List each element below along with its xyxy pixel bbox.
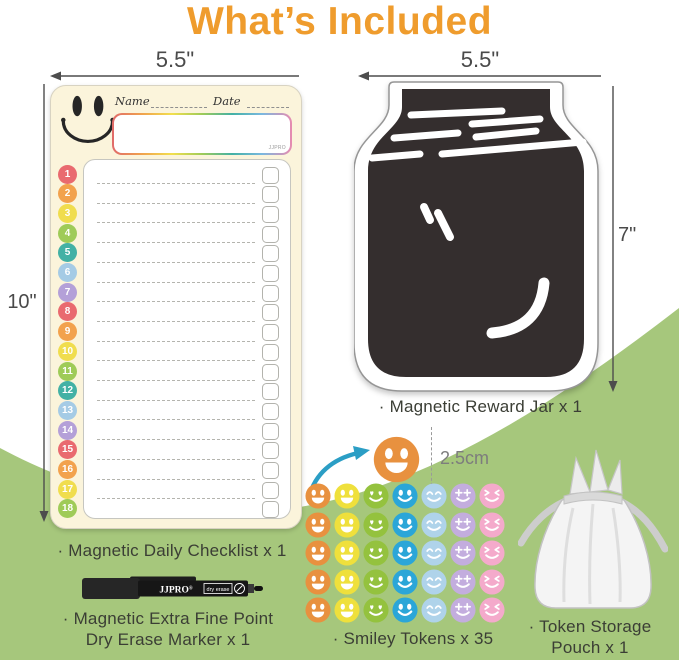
row-number-badge: 6 [58, 263, 77, 282]
token-size-label: 2.5cm [440, 448, 490, 468]
tokens-caption: · Smiley Tokens x 35 [332, 629, 494, 648]
row-number-badge: 2 [58, 184, 77, 203]
date-label: Date [213, 94, 241, 108]
storage-pouch-illustration [518, 446, 668, 616]
row-write-line [97, 479, 255, 480]
row-number-badge: 14 [58, 421, 77, 440]
row-number-badge: 7 [58, 283, 77, 302]
row-checkbox [262, 167, 279, 184]
row-checkbox [262, 265, 279, 282]
row-number-badge: 4 [58, 224, 77, 243]
row-checkbox [262, 423, 279, 440]
dry-erase-marker-illustration [80, 573, 265, 603]
svg-text:JJPRO® [159, 586, 193, 596]
checklist-caption: · Magnetic Daily Checklist x 1 [57, 541, 287, 560]
row-number-badge: 10 [58, 342, 77, 361]
pouch-caption-line1: · Token Storage [528, 617, 652, 636]
row-write-line [97, 439, 255, 440]
marker-brand-text: JJPRO [159, 585, 189, 596]
row-number-badge: 16 [58, 460, 77, 479]
row-number-badge: 5 [58, 243, 77, 262]
marker-type-text: dry erase [206, 587, 230, 593]
row-write-line [97, 282, 255, 283]
jar-height-label: 7" [618, 224, 637, 246]
row-checkbox [262, 462, 279, 479]
row-write-line [97, 203, 255, 204]
checklist-card [50, 85, 302, 529]
reward-jar-illustration [354, 81, 599, 393]
row-number-badge: 17 [58, 480, 77, 499]
pointer-arrow-icon [300, 440, 375, 505]
marker-reg-mark: ® [188, 586, 193, 592]
row-number-badge: 1 [58, 165, 77, 184]
jar-width-label: 5.5" [460, 47, 500, 72]
row-checkbox [262, 442, 279, 459]
row-checkbox [262, 245, 279, 262]
row-checkbox [262, 403, 279, 420]
row-number-badge: 9 [58, 322, 77, 341]
row-number-badge: 12 [58, 381, 77, 400]
row-checkbox [262, 383, 279, 400]
checklist-width-label: 5.5" [155, 47, 195, 72]
marker-caption-line1: · Magnetic Extra Fine Point [62, 609, 274, 628]
size-dash-line [431, 427, 432, 491]
row-write-line [97, 400, 255, 401]
marker-caption-line2: Dry Erase Marker x 1 [85, 630, 251, 649]
row-write-line [97, 222, 255, 223]
row-number-badge: 8 [58, 302, 77, 321]
row-checkbox [262, 324, 279, 341]
jar-caption: · Magnetic Reward Jar x 1 [378, 397, 583, 416]
row-checkbox [262, 285, 279, 302]
row-checkbox [262, 186, 279, 203]
row-checkbox [262, 482, 279, 499]
row-write-line [97, 242, 255, 243]
row-checkbox [262, 364, 279, 381]
big-token [373, 436, 420, 483]
row-write-line [97, 419, 255, 420]
row-write-line [97, 498, 255, 499]
row-write-line [97, 459, 255, 460]
card-brand-text: JJPRO [268, 145, 286, 151]
name-label: Name [115, 94, 150, 108]
row-number-badge: 11 [58, 362, 77, 381]
row-write-line [97, 380, 255, 381]
row-write-line [97, 321, 255, 322]
row-checkbox [262, 501, 279, 518]
pouch-caption-line2: Pouch x 1 [551, 638, 629, 657]
row-number-badge: 18 [58, 499, 77, 518]
row-checkbox [262, 304, 279, 321]
row-write-line [97, 262, 255, 263]
row-checkbox [262, 206, 279, 223]
row-write-line [97, 341, 255, 342]
row-write-line [97, 360, 255, 361]
row-write-line [97, 301, 255, 302]
row-number-badge: 3 [58, 204, 77, 223]
row-number-badge: 13 [58, 401, 77, 420]
checklist-height-label: 10" [7, 291, 37, 313]
page-title: What’s Included [186, 0, 493, 43]
checklist-rows [51, 86, 301, 528]
row-write-line [97, 183, 255, 184]
row-checkbox [262, 344, 279, 361]
row-checkbox [262, 226, 279, 243]
pouch-caption [510, 616, 670, 658]
row-number-badge: 15 [58, 440, 77, 459]
marker-caption [23, 608, 313, 650]
